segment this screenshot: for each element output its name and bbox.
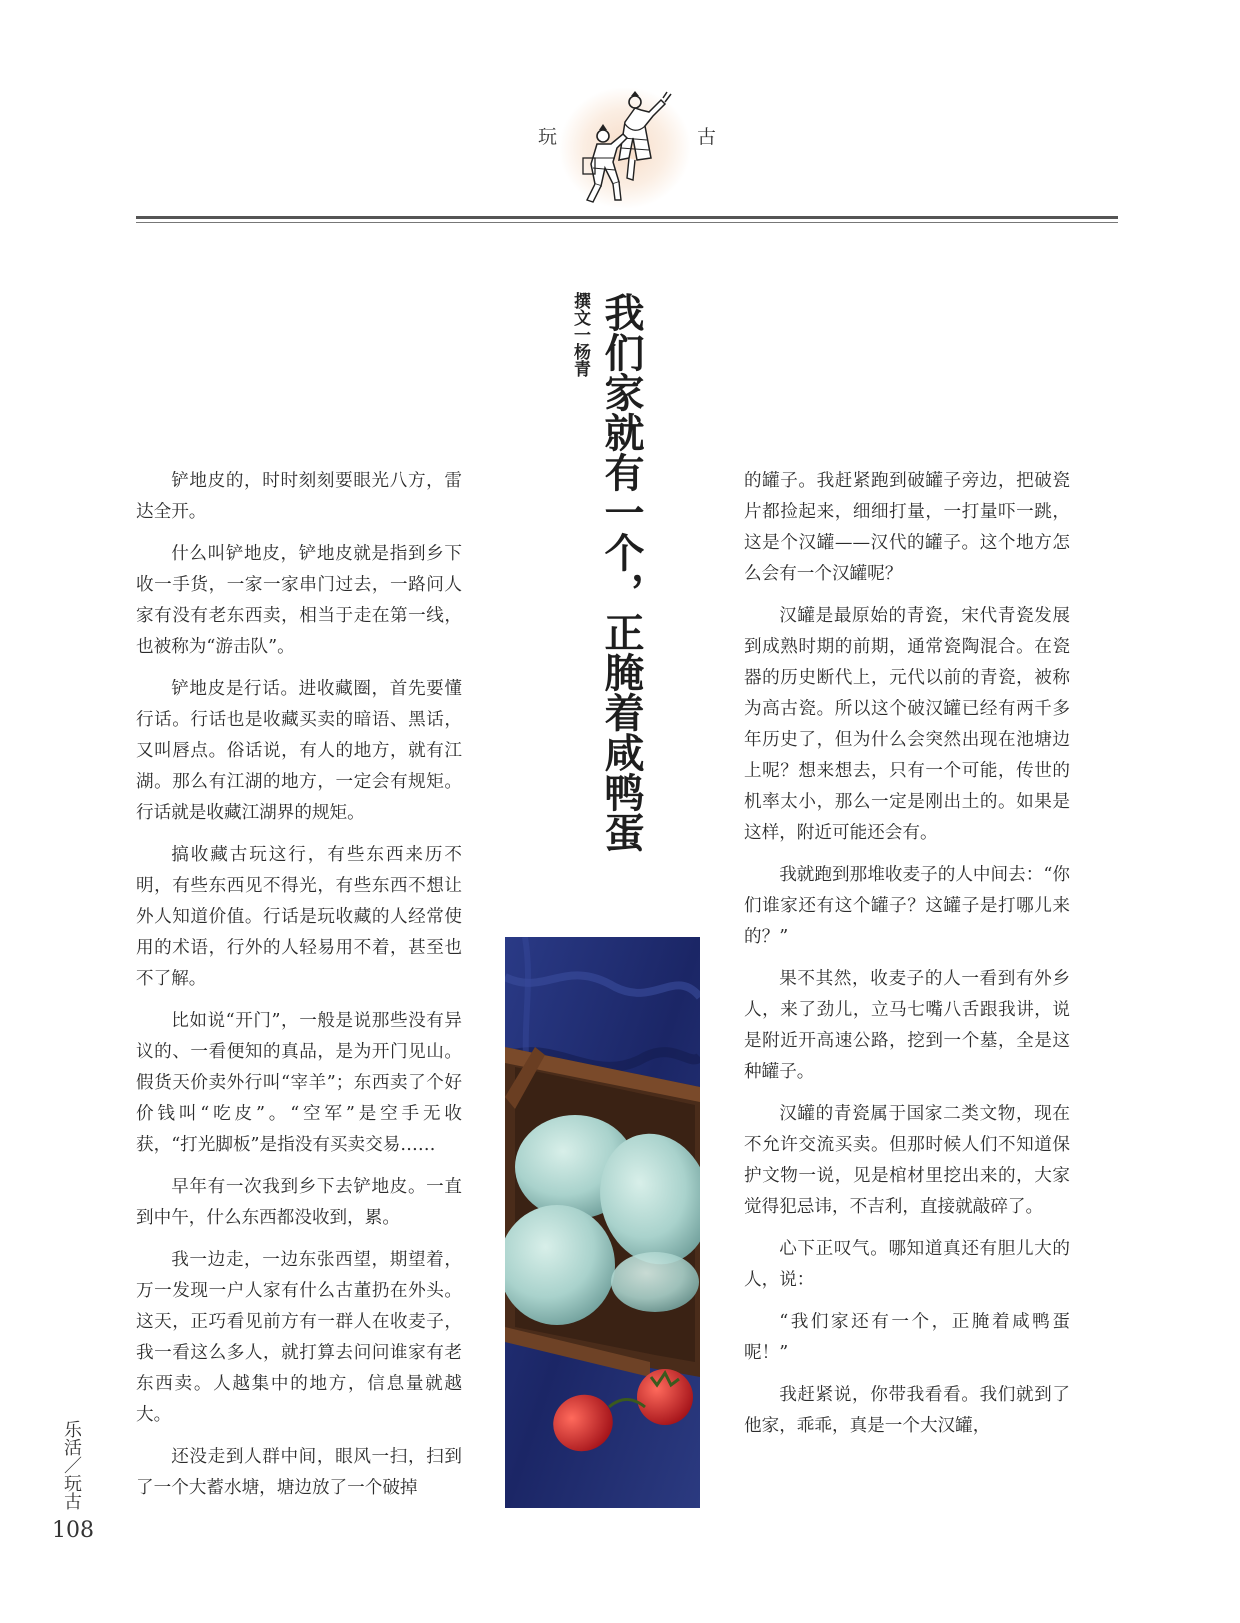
header-left-char: 玩 — [538, 126, 558, 148]
paragraph: 汉罐是最原始的青瓷，宋代青瓷发展到成熟时期的前期，通常瓷陶混合。在瓷器的历史断代上，元代以前的青瓷，被称为高古瓷。所以这个破汉罐已经有两千多年历史了，但为什么会突然出现在池塘边上呢？想来想去，只有一个可能，传世的机率太小，那么一定是刚出土的。如果是这样，附近可能还会有。 — [744, 606, 1070, 843]
paragraph: 比如说“开门”，一般是说那些没有异议的、一看便知的真品，是为开门见山。假货天价卖外行叫“宰羊”；东西卖了个好价钱叫“吃皮”。“空军”是空手无收获，“打光脚板”是指没有买卖交易…… — [136, 1011, 462, 1155]
salted-duck-eggs-photo — [505, 937, 700, 1508]
paragraph: 心下正叹气。哪知道真还有胆儿大的人，说： — [744, 1239, 1070, 1290]
paragraph: 汉罐的青瓷属于国家二类文物，现在不允许交流买卖。但那时候人们不知道保护文物一说，见是棺材里挖出来的，大家觉得犯忌讳，不吉利，直接就敲碎了。 — [744, 1104, 1070, 1217]
paragraph: 的罐子。我赶紧跑到破罐子旁边，把破瓷片都捡起来，细细打量，一打量吓一跳，这是个汉罐——汉代的罐子。这个地方怎么会有一个汉罐呢？ — [744, 471, 1070, 584]
left-column — [136, 466, 462, 1515]
article-byline: 撰文一杨青 — [570, 292, 590, 377]
header-right-char: 古 — [697, 126, 717, 148]
footer-brand: 乐活／玩古 — [61, 1420, 82, 1510]
right-column — [744, 466, 1070, 1453]
article-title: 我们家就有一个，正腌着咸鸭蛋 — [598, 292, 645, 852]
paragraph: “我们家还有一个，正腌着咸鸭蛋呢！” — [744, 1312, 1070, 1363]
page-number: 108 — [52, 1518, 94, 1543]
paragraph: 果不其然，收麦子的人一看到有外乡人，来了劲儿，立马七嘴八舌跟我讲，说是附近开高速公路，挖到一个墓，全是这种罐子。 — [744, 969, 1070, 1082]
paragraph: 我赶紧说，你带我看看。我们就到了他家，乖乖，真是一个大汉罐， — [744, 1385, 1070, 1436]
paragraph: 什么叫铲地皮，铲地皮就是指到乡下收一手货，一家一家串门过去，一路问人家有没有老东西卖，相当于走在第一线，也被称为“游击队”。 — [136, 544, 462, 657]
paragraph: 还没走到人群中间，眼风一扫，扫到了一个大蓄水塘，塘边放了一个破掉 — [136, 1447, 462, 1498]
figure-illustration-icon — [575, 88, 675, 206]
header-rule-thick — [136, 216, 1118, 219]
paragraph: 早年有一次我到乡下去铲地皮。一直到中午，什么东西都没收到，累。 — [136, 1177, 462, 1228]
paragraph: 我一边走，一边东张西望，期望着，万一发现一户人家有什么古董扔在外头。这天，正巧看见前方有一群人在收麦子，我一看这么多人，就打算去问问谁家有老东西卖。人越集中的地方，信息量就越大。 — [136, 1250, 462, 1425]
header-rule-thin — [136, 222, 1118, 223]
paragraph: 我就跑到那堆收麦子的人中间去：“你们谁家还有这个罐子？这罐子是打哪儿来的？” — [744, 865, 1070, 947]
paragraph: 铲地皮的，时时刻刻要眼光八方，雷达全开。 — [136, 471, 462, 522]
paragraph: 铲地皮是行话。进收藏圈，首先要懂行话。行话也是收藏买卖的暗语、黑话，又叫唇点。俗话说，有人的地方，就有江湖。那么有江湖的地方，一定会有规矩。行话就是收藏江湖界的规矩。 — [136, 679, 462, 823]
paragraph: 搞收藏古玩这行，有些东西来历不明，有些东西见不得光，有些东西不想让外人知道价值。行话是玩收藏的人经常使用的术语，行外的人轻易用不着，甚至也不了解。 — [136, 845, 462, 989]
